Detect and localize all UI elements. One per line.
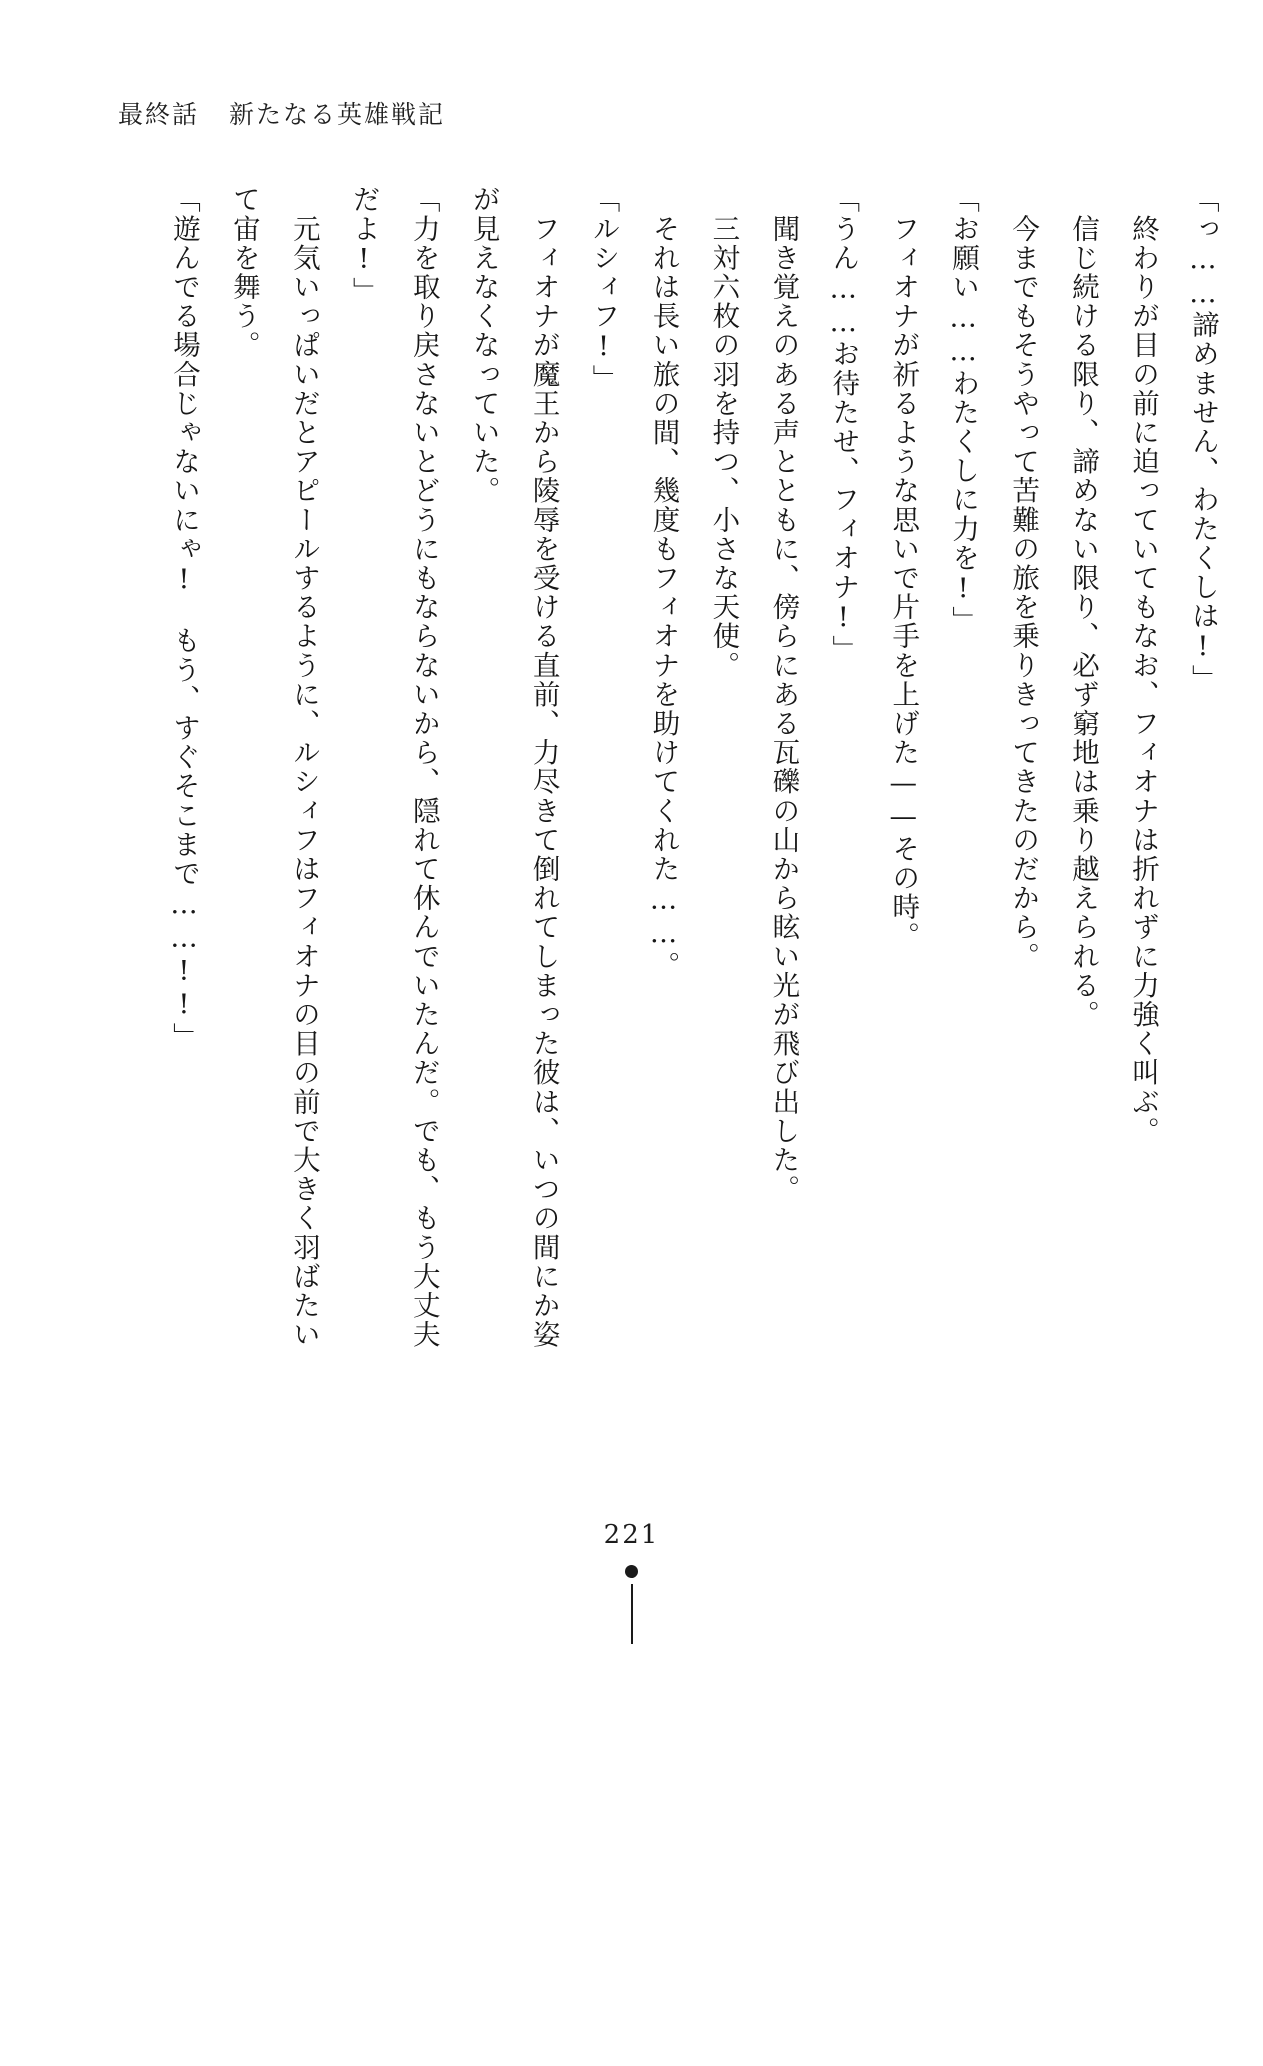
body-line: 「遊んでる場合じゃないにゃ! もう、すぐそこまで……!!」 [167, 185, 200, 1052]
body-line: 「っ……諦めません、わたくしは!」 [1186, 185, 1219, 694]
page-body [153, 185, 1219, 1375]
running-head [118, 95, 445, 131]
body-line: フィオナが魔王から陵辱を受ける直前、力尽きて倒れてしまった彼は、いつの間にか姿が見えなくなっていた。 [467, 185, 560, 1349]
body-line: 元気いっぱいだとアピールするように、ルシィフはフィオナの目の前で大きく羽ばたいて宙を舞う。 [227, 185, 320, 1349]
body-line: 三対六枚の羽を持つ、小さな天使。 [707, 185, 740, 680]
body-line: 終わりが目の前に迫っていてもなお、フィオナは折れずに力強く叫ぶ。 [1126, 185, 1159, 1146]
body-line: 信じ続ける限り、諦めない限り、必ず窮地は乗り越えられる。 [1067, 185, 1099, 1029]
dot-icon [625, 1565, 638, 1578]
page-number: 221 [603, 1520, 660, 1550]
body-line: それは長い旅の間、幾度もフィオナを助けてくれた……。 [647, 185, 680, 980]
body-line: 「ルシィフ!」 [587, 185, 620, 394]
vertical-rule [631, 1584, 633, 1644]
chapter-title: 新たなる英雄戦記 [229, 100, 446, 129]
body-line: 「お願い……わたくしに力を!」 [947, 185, 980, 635]
body-text-column [153, 185, 1232, 1370]
body-line: フィオナが祈るような思いで片手を上げた——その時。 [887, 185, 920, 951]
chapter-number: 最終話 [118, 100, 200, 129]
body-line: 今までもそうやって苦難の旅を乗りきってきたのだから。 [1007, 185, 1040, 971]
body-line: 「力を取り戻さないとどうにもならないから、隠れて休んでいたんだ。でも、もう大丈夫だよ!」 [347, 185, 440, 1349]
bottom-decoration [617, 1565, 647, 1644]
body-line: 「うん……お待たせ、フィオナ!」 [827, 185, 860, 665]
body-line: 聞き覚えのある声とともに、傍らにある瓦礫の山から眩い光が飛び出した。 [767, 185, 800, 1204]
